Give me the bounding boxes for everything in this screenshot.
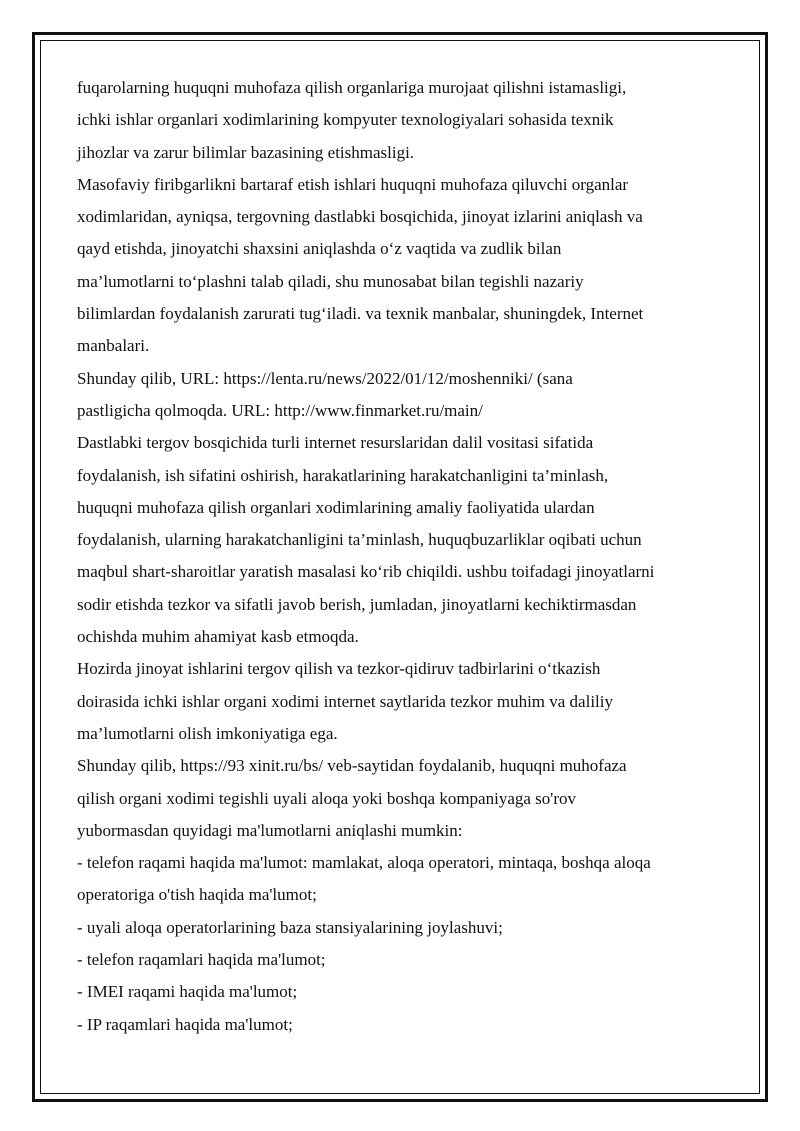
text-line: foydalanish, ularning harakatchanligini ta’minlash, huquqbuzarliklar oqibati uchun [77,530,642,550]
text-line: Masofaviy firibgarlikni bartaraf etish ishlari huquqni muhofaza qiluvchi organlar [77,174,629,194]
document-body [77,72,737,1041]
text-line: Hozirda jinoyat ishlarini tergov qilish va tezkor-qidiruv tadbirlarini o‘tkazish [77,659,601,679]
text-line: qilish organi xodimi tegishli uyali aloqa yoki boshqa kompaniyaga so'rov [77,788,576,808]
text-line: ma’lumotlarni to‘plashni talab qiladi, shu munosabat bilan tegishli nazariy [77,271,584,291]
text-line: xodimlaridan, ayniqsa, tergovning dastlabki bosqichida, jinoyat izlarini aniqlash va [77,207,643,227]
text-line: jihozlar va zarur bilimlar bazasining etishmasligi. [77,142,415,162]
text-line: huquqni muhofaza qilish organlari xodimlarining amaliy faoliyatida ulardan [77,497,595,517]
text-line: ichki ishlar organlari xodimlarining kompyuter texnologiyalari sohasida texnik [77,110,614,130]
text-line: pastligicha qolmoqda. URL: http://www.finmarket.ru/main/ [77,400,483,420]
text-line: foydalanish, ish sifatini oshirish, harakatlarining harakatchanligini ta’minlash, [77,465,609,485]
text-line: - telefon raqami haqida ma'lumot: mamlakat, aloqa operatori, mintaqa, boshqa aloqa [77,853,651,873]
text-line: - telefon raqamlari haqida ma'lumot; [77,950,326,970]
text-line: Shunday qilib, https://93 xinit.ru/bs/ veb-saytidan foydalanib, huquqni muhofaza [77,756,627,776]
text-line: maqbul shart-sharoitlar yaratish masalasi ko‘rib chiqildi. ushbu toifadagi jinoyatlarni [77,562,655,582]
text-line: doirasida ichki ishlar organi xodimi internet saytlarida tezkor muhim va daliliy [77,691,613,711]
text-line: qayd etishda, jinoyatchi shaxsini aniqlashda o‘z vaqtida va zudlik bilan [77,239,562,259]
text-line: ochishda muhim ahamiyat kasb etmoqda. [77,627,359,647]
text-line: yubormasdan quyidagi ma'lumotlarni aniqlashi mumkin: [77,820,463,840]
text-line: fuqarolarning huquqni muhofaza qilish organlariga murojaat qilishni istamasligi, [77,78,627,97]
text-line: - uyali aloqa operatorlarining baza stansiyalarining joylashuvi; [77,917,503,937]
text-line: manbalari. [77,336,150,356]
text-line: Shunday qilib, URL: https://lenta.ru/news/2022/01/12/moshenniki/ (sana [77,368,573,388]
text-line: - IMEI raqami haqida ma'lumot; [77,982,298,1002]
text-line: bilimlardan foydalanish zarurati tug‘iladi. va texnik manbalar, shuningdek, Internet [77,304,644,324]
text-line: sodir etishda tezkor va sifatli javob berish, jumladan, jinoyatlarni kechiktirmasdan [77,594,637,614]
text-line: ma’lumotlarni olish imkoniyatiga ega. [77,723,338,743]
text-line: Dastlabki tergov bosqichida turli internet resurslaridan dalil vositasi sifatida [77,433,594,453]
text-line: operatoriga o'tish haqida ma'lumot; [77,885,317,905]
text-line: - IP raqamlari haqida ma'lumot; [77,1014,293,1034]
